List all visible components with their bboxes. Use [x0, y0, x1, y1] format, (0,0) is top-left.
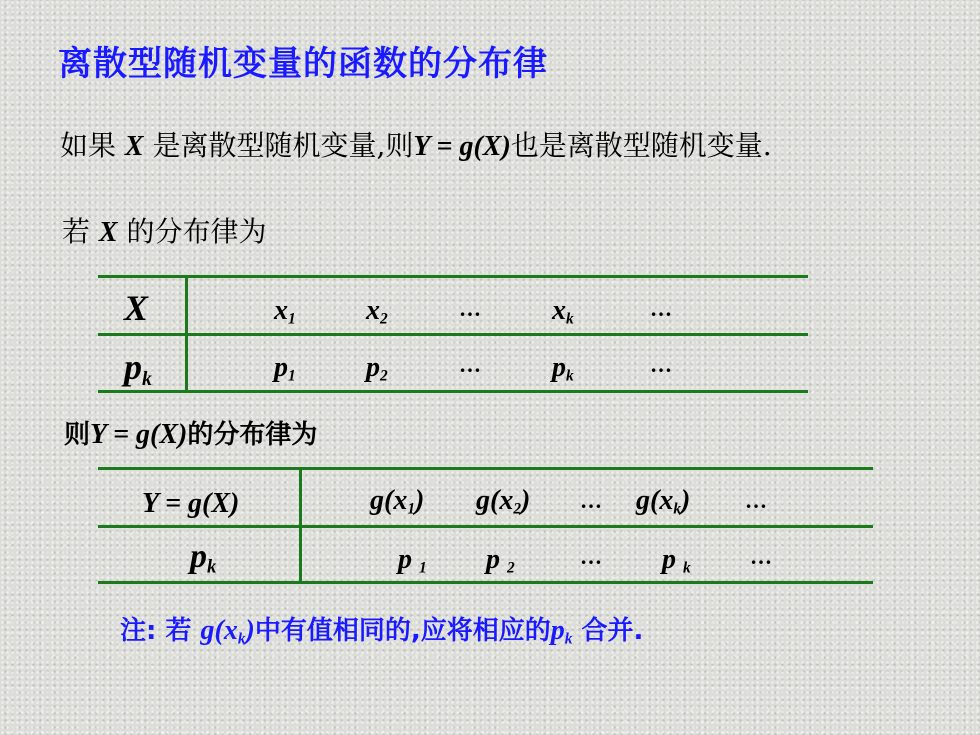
- gxk-sub: k: [673, 500, 682, 518]
- line2-text-1: 若: [62, 215, 91, 248]
- note-text-2: 中有值相同的,应将相应的: [254, 616, 551, 646]
- gx2-sub: 2: [513, 500, 522, 518]
- line2-text-2: 的分布律为: [126, 215, 267, 248]
- note-text-1: 注: 若: [120, 616, 192, 646]
- page-title: 离散型随机变量的函数的分布律: [58, 44, 548, 84]
- note-gxk: [201, 615, 255, 646]
- note-g-base: g(x: [200, 615, 238, 646]
- table2-bottom-rule: [98, 581, 873, 584]
- table1-ellipsis: …: [650, 352, 672, 377]
- note-g-sub: k: [237, 630, 246, 648]
- note-pk-base: p: [550, 615, 565, 646]
- gx2-base: g(x: [476, 485, 514, 516]
- table2-cell: $g(x_1)$: [370, 485, 425, 518]
- table2-cell: $g(x_2)$: [476, 485, 531, 518]
- table1-cell: [274, 295, 296, 329]
- p1-base: p: [274, 352, 288, 383]
- table2-ellipsis: …: [750, 544, 772, 569]
- table1-divider: [185, 275, 188, 393]
- y-distribution-intro: [64, 414, 317, 451]
- line3-text-2: 的分布律为: [187, 420, 318, 450]
- note-text-3: 合并.: [581, 616, 644, 646]
- formula-y-gx-2: Y = g(X): [90, 419, 188, 450]
- table1-ellipsis: …: [459, 296, 481, 321]
- gx1-base: g(x: [370, 485, 408, 516]
- note-g-close: ): [245, 615, 255, 646]
- table1-header-x: X: [124, 288, 149, 328]
- table1-ellipsis: …: [459, 352, 481, 377]
- pkb-base: p: [662, 544, 676, 575]
- pkb-sub: k: [683, 559, 691, 577]
- table1-mid-rule: [98, 333, 808, 336]
- intro-text-3: 也是离散型随机变量.: [510, 129, 772, 162]
- table1-cell: [366, 295, 388, 329]
- x2-base: x: [366, 295, 380, 326]
- xk-sub: k: [566, 310, 574, 328]
- x1-base: x: [274, 295, 288, 326]
- p1b-base: p: [398, 544, 412, 575]
- pk-base: p: [124, 347, 142, 387]
- table2-divider: [299, 467, 302, 584]
- gxk-base: g(x: [636, 485, 674, 516]
- pk-cell-sub: k: [566, 367, 574, 385]
- p1-sub: 1: [288, 367, 296, 385]
- p2-base: p: [366, 352, 380, 383]
- table2-ellipsis: …: [745, 488, 767, 513]
- table2-header-y: Y = g(X): [142, 488, 240, 519]
- table2-cell: [398, 544, 427, 578]
- table2-cell: $g(x_k)$: [636, 485, 691, 518]
- note-pk: [551, 615, 573, 646]
- x2-sub: 2: [380, 310, 388, 328]
- pk2-sub: k: [207, 556, 217, 578]
- gx1-sub: 1: [407, 500, 416, 518]
- pk2-base: p: [190, 538, 207, 575]
- note: [120, 610, 643, 649]
- table2-top-rule: [98, 467, 873, 470]
- formula-y-gx: Y = g(X): [413, 131, 511, 162]
- table2-ellipsis: …: [580, 488, 602, 513]
- intro-sentence: [60, 124, 772, 164]
- table1-header-pk: [124, 346, 152, 391]
- table1-ellipsis: …: [650, 296, 672, 321]
- note-pk-sub: k: [564, 630, 573, 648]
- x1-sub: 1: [288, 310, 296, 328]
- pk-cell-base: p: [552, 352, 566, 383]
- table1-top-rule: [98, 275, 808, 278]
- table1-cell: [552, 295, 574, 329]
- line3-text-1: 则: [64, 420, 91, 450]
- xk-base: x: [552, 295, 566, 326]
- var-x: X: [124, 131, 144, 162]
- p1b-sub: 1: [419, 559, 427, 577]
- p2b-base: p: [486, 544, 500, 575]
- table1-bottom-rule: [98, 390, 808, 393]
- table1-cell: [366, 352, 388, 386]
- table2-cell: [486, 544, 515, 578]
- table2-cell: [662, 544, 691, 578]
- var-x-2: X: [98, 217, 118, 248]
- table2-mid-rule: [98, 525, 873, 528]
- distribution-intro: [62, 210, 267, 250]
- intro-text-1: 如果: [60, 129, 117, 162]
- table2-ellipsis: …: [580, 544, 602, 569]
- p2b-sub: 2: [507, 559, 515, 577]
- pk-sub: k: [142, 367, 152, 390]
- p2-sub: 2: [380, 367, 388, 385]
- table1-cell: [274, 352, 296, 386]
- intro-text-2: 是离散型随机变量,则: [152, 129, 414, 162]
- table1-cell: [552, 352, 574, 386]
- table2-header-pk: [190, 538, 216, 579]
